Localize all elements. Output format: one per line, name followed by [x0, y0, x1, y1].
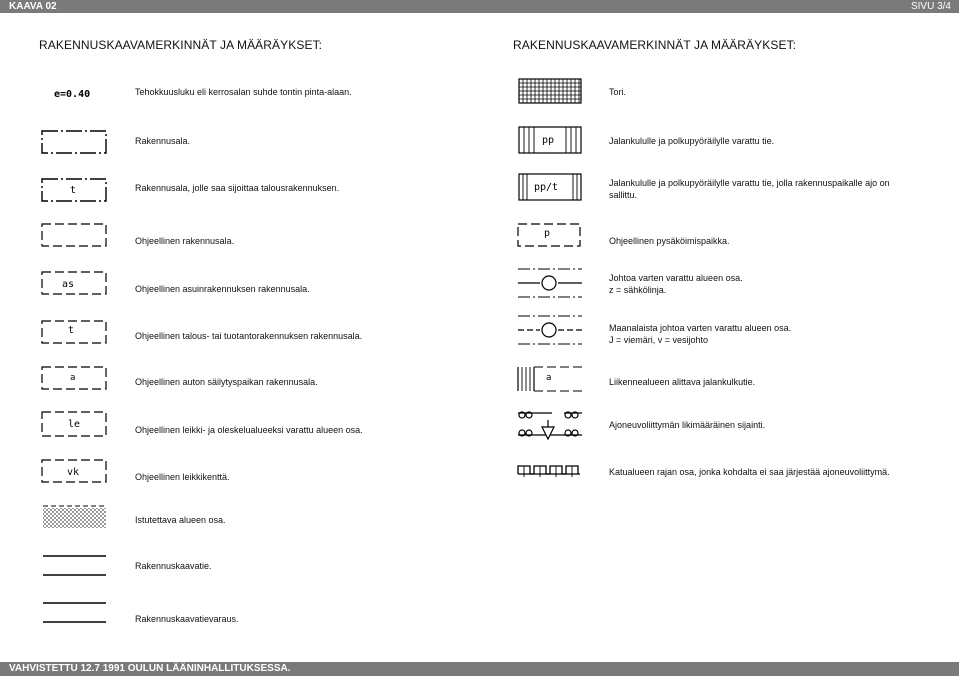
legend-text-production-area: Ohjeellinen talous- tai tuotantorakennuksen rakennusala.	[135, 331, 363, 341]
building-area-symbol	[40, 128, 110, 156]
legend-text-efficiency: Tehokkuusluku eli kerrosalan suhde tontin pinta-alaan.	[135, 87, 352, 97]
legend-text-market-square	[609, 86, 626, 98]
legend-text-pedestrian-path-access	[609, 177, 890, 201]
parking-symbol-text: a	[70, 373, 76, 383]
planting-area-symbol	[42, 505, 108, 531]
indicative-playground-symbol	[40, 457, 110, 485]
no-vehicle-access-symbol	[516, 462, 586, 482]
legend-text-playground: Ohjeellinen leikkikenttä.	[135, 472, 230, 482]
legend-text-play-area: Ohjeellinen leikki- ja oleskelualueeksi varattu alueen osa.	[135, 425, 363, 435]
residential-symbol-text: as	[62, 279, 75, 290]
underground-line-area-line-2: J = viemäri, v = vesijohto	[609, 335, 709, 345]
pedestrian-path-symbol-text: pp	[542, 135, 555, 146]
outbuilding-symbol-text: t	[70, 185, 77, 196]
indicative-production-area-symbol	[40, 318, 110, 346]
efficiency-number-symbol	[52, 86, 112, 100]
left-heading: RAKENNUSKAAVAMERKINNÄT JA MÄÄRÄYKSET:	[39, 38, 323, 52]
legend-text-residential-area: Ohjeellinen asuinrakennuksen rakennusala.	[135, 284, 310, 294]
market-square-line-1: Tori.	[609, 87, 627, 97]
approval-note: VAHVISTETTU 12.7 1991 OULUN LÄÄNINHALLITUKSESSA.	[9, 663, 291, 674]
underground-line-area-line-1: Maanalaista johtoa varten varattu alueen osa.	[609, 323, 792, 333]
no-vehicle-access-line-1: Katualueen rajan osa, jonka kohdalta ei saa järjestää ajoneuvoliittymä.	[609, 467, 890, 477]
document-code: KAAVA 02	[9, 1, 57, 12]
legend-text-building-area: Rakennusala.	[135, 136, 191, 146]
legend-text-indicative-building-area: Ohjeellinen rakennusala.	[135, 236, 235, 246]
legend-text-outbuilding-area: Rakennusala, jolle saa sijoittaa talousrakennuksen.	[135, 183, 340, 193]
right-heading: RAKENNUSKAAVAMERKINNÄT JA MÄÄRÄYKSET:	[513, 38, 797, 52]
footer-bar	[0, 662, 959, 676]
indicative-parking-area-symbol	[40, 364, 110, 392]
legend-text-vehicle-access	[609, 419, 765, 431]
indicative-parking-place-symbol	[516, 221, 584, 249]
pedestrian-path-access-line-2: sallittu.	[609, 190, 638, 200]
parking-place-line-1: Ohjeellinen pysäköimispaikka.	[609, 236, 730, 246]
legend-text-plan-road: Rakennuskaavatie.	[135, 561, 212, 571]
playground-symbol-text: vk	[67, 467, 80, 478]
play-area-symbol-text: le	[68, 419, 81, 430]
legend-text-no-vehicle-access	[609, 466, 890, 478]
legend-text-planting-area: Istutettava alueen osa.	[135, 515, 226, 525]
pedestrian-underpass-line-1: Liikennealueen alittava jalankulkutie.	[609, 377, 756, 387]
pedestrian-path-access-symbol-text: pp/t	[534, 182, 559, 193]
parking-place-symbol-text: p	[544, 228, 551, 239]
page-number: SIVU 3/4	[910, 1, 951, 12]
efficiency-symbol-text: e=0.40	[54, 89, 91, 100]
utility-line-area-line-1: Johtoa varten varattu alueen osa.	[609, 273, 743, 283]
legend-text-utility-line-area	[609, 272, 743, 296]
vehicle-access-line-1: Ajoneuvoliittymän likimääräinen sijainti.	[609, 420, 766, 430]
plan-road-symbol	[42, 553, 108, 579]
pedestrian-path-access-line-1: Jalankululle ja polkupyöräilylle varattu tie, jolla rakennuspaikalle ajo on	[609, 178, 890, 188]
pedestrian-path-line-1: Jalankululle ja polkupyöräilylle varattu tie.	[609, 136, 775, 146]
legend-text-parking-place	[609, 235, 730, 247]
pedestrian-path-symbol	[518, 126, 584, 156]
underpass-symbol-text: a	[546, 373, 552, 383]
legend-text-parking-area: Ohjeellinen auton säilytyspaikan rakennusala.	[135, 377, 318, 387]
utility-line-area-symbol	[516, 266, 586, 300]
pedestrian-underpass-symbol	[516, 364, 586, 394]
underground-line-area-symbol	[516, 313, 586, 347]
indicative-building-area-symbol	[40, 221, 110, 249]
plan-road-reservation-symbol	[42, 600, 108, 626]
header-bar	[0, 0, 959, 13]
pedestrian-path-access-symbol	[518, 173, 584, 203]
indicative-residential-area-symbol	[40, 269, 110, 297]
utility-line-area-line-2: z = sähkölinja.	[609, 285, 667, 295]
indicative-play-area-symbol	[40, 409, 110, 439]
building-area-outbuilding-symbol	[40, 176, 110, 204]
vehicle-access-symbol	[516, 408, 586, 442]
legend-text-plan-road-reservation: Rakennuskaavatievaraus.	[135, 614, 239, 624]
legend-text-pedestrian-underpass	[609, 376, 755, 388]
production-symbol-text: t	[68, 325, 75, 336]
market-square-symbol	[518, 78, 584, 106]
legend-text-underground-line-area	[609, 322, 791, 346]
legend-text-pedestrian-path	[609, 135, 774, 147]
